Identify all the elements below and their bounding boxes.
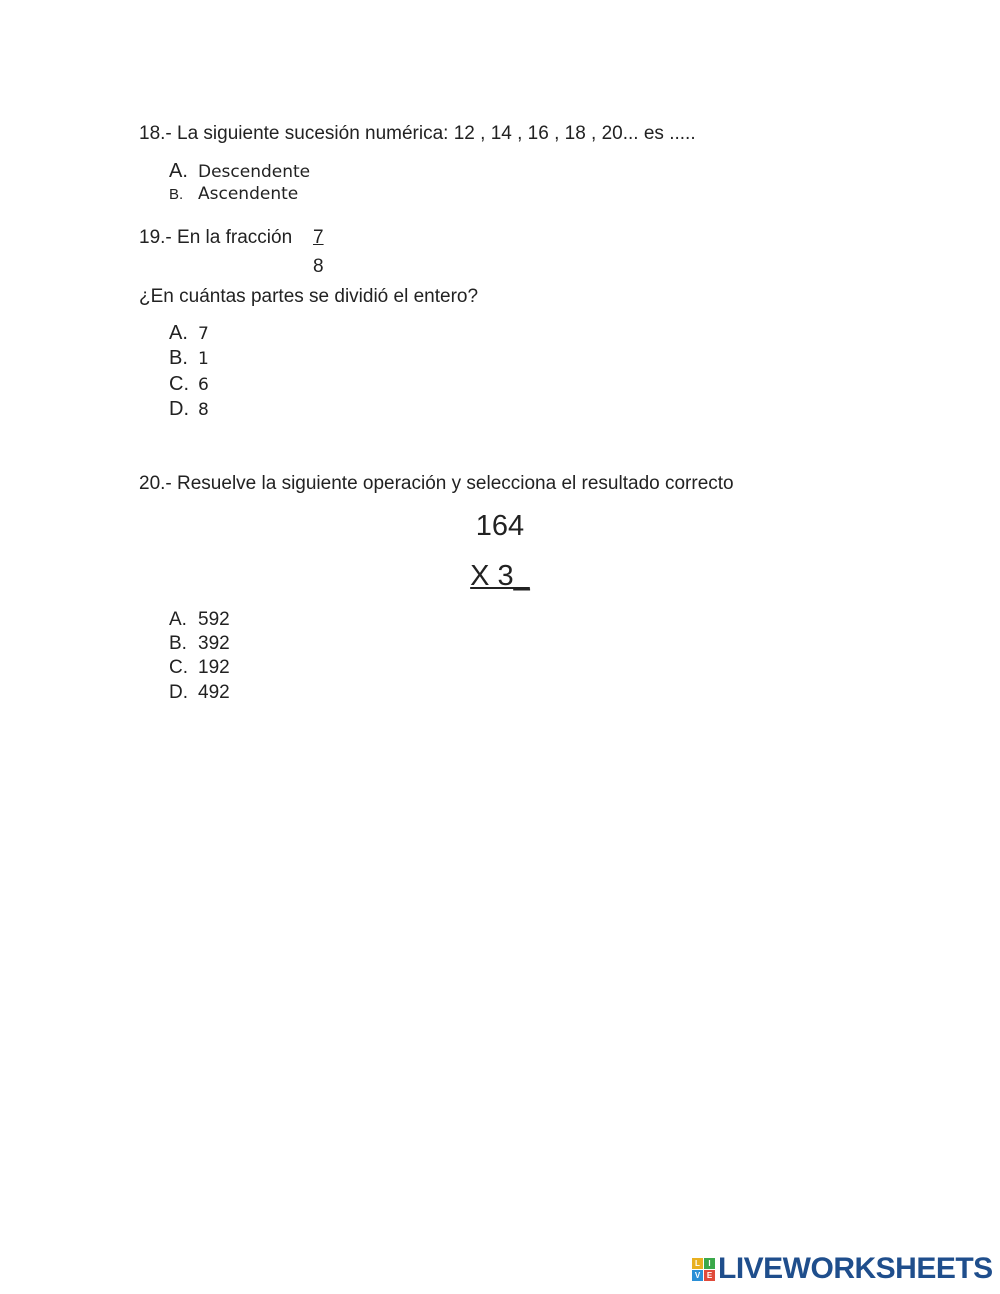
mark-letter-e: E xyxy=(704,1270,715,1281)
operation-operand: 164 xyxy=(475,510,525,542)
option-text: 492 xyxy=(198,682,230,703)
option-text: 8 xyxy=(198,400,209,420)
fraction-numerator: 7 xyxy=(313,227,324,248)
q20-option-a[interactable] xyxy=(169,609,230,631)
option-letter: C. xyxy=(169,373,189,395)
question-20-text: 20.- Resuelve la siguiente operación y selecciona el resultado correcto xyxy=(139,473,734,494)
option-text: 192 xyxy=(198,657,230,678)
q19-option-d[interactable] xyxy=(169,398,209,421)
option-text: Descendente xyxy=(198,162,311,182)
mark-letter-l: L xyxy=(692,1258,703,1269)
liveworksheets-logo[interactable] xyxy=(692,1254,993,1284)
q18-option-b[interactable] xyxy=(169,184,298,204)
q20-option-c[interactable] xyxy=(169,657,230,679)
option-letter: B. xyxy=(169,347,188,369)
live-mark-icon xyxy=(692,1258,715,1281)
option-letter: B. xyxy=(169,186,184,203)
q19-option-a[interactable] xyxy=(169,322,209,345)
operation-multiplier: X 3_ xyxy=(470,560,530,592)
q20-option-b[interactable] xyxy=(169,633,230,655)
q20-option-d[interactable] xyxy=(169,682,230,704)
q19-option-b[interactable] xyxy=(169,347,209,370)
option-letter: D. xyxy=(169,682,188,703)
mark-letter-i: I xyxy=(704,1258,715,1269)
option-text: 1 xyxy=(198,349,209,369)
mark-letter-v: V xyxy=(692,1270,703,1281)
option-letter: B. xyxy=(169,633,187,654)
option-text: 6 xyxy=(198,375,209,395)
option-text: Ascendente xyxy=(198,184,299,204)
option-letter: A. xyxy=(169,322,188,344)
option-text: 392 xyxy=(198,633,230,654)
brand-name: LIVEWORKSHEETS xyxy=(718,1252,993,1285)
option-letter: A. xyxy=(169,160,188,182)
question-18-text: 18.- La siguiente sucesión numérica: 12 , 14 , 16 , 18 , 20... es ..... xyxy=(139,123,696,144)
q18-option-a[interactable] xyxy=(169,160,310,183)
question-19-text: 19.- En la fracción xyxy=(139,227,293,248)
fraction-denominator: 8 xyxy=(313,256,324,277)
option-text: 592 xyxy=(198,609,230,630)
option-text: 7 xyxy=(198,324,209,344)
option-letter: D. xyxy=(169,398,189,420)
option-letter: A. xyxy=(169,609,187,630)
question-19-subtext: ¿En cuántas partes se dividió el entero? xyxy=(139,286,479,307)
q19-option-c[interactable] xyxy=(169,373,209,396)
option-letter: C. xyxy=(169,657,188,678)
